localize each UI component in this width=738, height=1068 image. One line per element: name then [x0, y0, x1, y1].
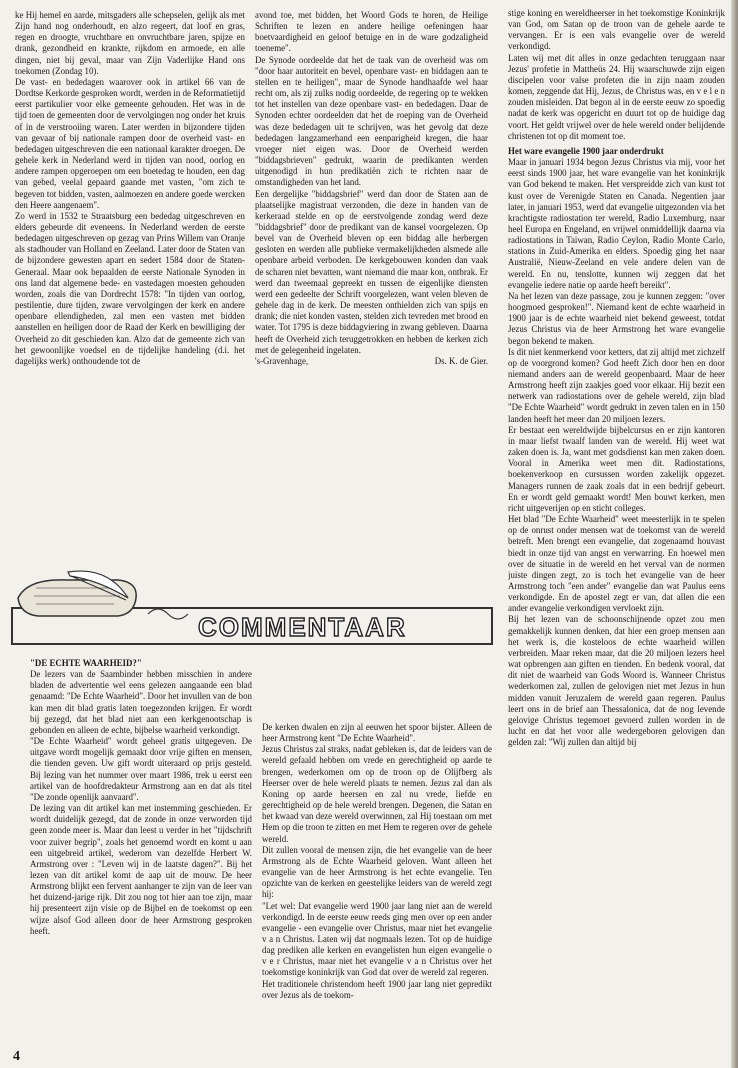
banner-title: COMMENTAAR [198, 612, 407, 642]
paragraph: Na het lezen van deze passage, zou je kunnen zeggen: "over hoogmoed gesproken!". Niemand kent de echte waarheid in 1900 jaar is de echte waarheid niet bekend geweest, totdat Jezus Christus via de heer Armstrong het ware evangelie begon bekend te maken. [508, 290, 725, 346]
commentary-heading: "DE ECHTE WAARHEID?" [30, 658, 142, 668]
section-heading: Het ware evangelie 1900 jaar onderdrukt [508, 145, 664, 156]
paragraph: De kerken dwalen en zijn al eeuwen het spoor bijster. Alleen de heer Armstrong kent "De Echte Waarheid". [262, 722, 492, 744]
paragraph: Het traditionele christendom heeft 1900 jaar lang niet gepredikt over Jezus als de toekom- [262, 978, 492, 1000]
paragraph: avond toe, met bidden, het Woord Gods te horen, de Heilige Schriften te lezen en andere heilige oefeningen haar boetvaardigheid en geloof betuige en in de ware godzaligheid toeneme". [255, 10, 488, 54]
article-column-2 [255, 10, 488, 570]
paragraph: "Let wel: Dat evangelie werd 1900 jaar lang niet aan de wereld verkondigd. In de eerste eeuw reeds ging men over op een ander evangelie - een evangelie over Christus, maar niet het evangelie v a n Christus. Laten wij dat nogmaals lezen. Tot op de huidige dag prediken alle kerken en evangelisten hun eigen evangelie o v e r Christus, maar niet het evangelie v a n Christus over het toekomstige koninkrijk van God dat over de wereld zal regeren. [262, 900, 492, 978]
binding-edge [731, 0, 738, 1068]
signature-author: Ds. K. de Gier. [434, 355, 488, 366]
signature-place: 's-Gravenhage, [255, 355, 309, 366]
paragraph: Maar in januari 1934 begon Jezus Christus via mij, voor het eerst sinds 1900 jaar, het ware evangelie van het koninkrijk van God bekend te maken. Het verspreidde zich van kust tot kust over de Verenigde Staten en Canada. Negentien jaar later, in januari 1953, werd dat evangelie uitgezonden via het krachtigste radiostation ter wereld, Radio Luxemburg, naar heel Europa en Engeland, en vrijwel onmiddellijk daarna via radiostations in Taiwan, Radio Ceylon, Radio Monte Carlo, stations in Zuid-Amerika en elders. Spoedig ging het naar Australië, Nieuw-Zeeland en vele andere delen van de wereld. En nu, tenslotte, kunnen wij zeggen dat het evangelie iedere natie op aarde heeft bereikt". [508, 157, 725, 290]
paragraph: Het blad "De Echte Waarheid" weet meesterlijk in te spelen op de onrust onder mensen wat de toekomst van de wereld betreft. Men brengt een evangelie, dat zogenaamd houvast biedt in onze tijd van angst en verwarring. En hoewel men over de situatie in de wereld en het verval van de normen juiste dingen zegt, zo is toch het evangelie van de heer Armstrong toch "een ander" evangelie dan wat Paulus eens verkondigde. En de apostel zegt er van, dat allen die een ander evangelie verkondigen vervloekt zijn. [508, 514, 725, 614]
article-column-1 [15, 10, 245, 550]
paragraph: De Synode oordeelde dat het de taak van de overheid was om "door haar autoriteit en bevel, openbare vast- en biddagen aan te stellen en te heiligen", maar de Synode handhaafde wel haar recht om, als zij zulks nodig oordeelde, de regering op te wekken tot het instellen van deze openbare vast- en bededagen. Daar de Synoden echter oordeelden dat het de roeping van de Overheid was deze bededagen uit te schrijven, was het gevolg dat deze bededagen langzamerhand een eenparigheid kregen, die haar vroeger niet eigen was. Door de Overheid werden "biddagsbrieven" gedrukt, waarin de predikanten werden uitgenodigd in hun predikatiën zich te richten naar de omstandigheden van het land. [255, 54, 488, 188]
paragraph: Bij het lezen van de schoonschijnende opzet zou men gemakkelijk kunnen denken, dat hier een groep mensen aan het werk is, die kosteloos de echte waarheid willen verbreiden. Maar reken maar, dat die 20 miljoen lezers heel wat opbrengen aan giften en tienden. En bedenk vooral, dat dit niet de waarheid van Gods Woord is. Wanneer Christus wederkomen zal, zullen de gelovigen niet met Jezus in hun midden vanuit Jeruzalem de wereld gaan regeren. Paulus leert ons in de brief aan Thessalonica, dat de nog levende gelovige Christus tegemoet gevoerd zullen worden in de lucht en dat het voor alle wedergeboren gelovigen dan gelden zal: "Wij zullen dan altijd bij [508, 614, 725, 748]
paragraph: Zo werd in 1532 te Straatsburg een bededag uitgeschreven en elders gebeurde dit eveneens. In Nederland werden de eerste bededagen uitgeschreven op gezag van Prins Willem van Oranje als stadhouder van Holland en Zeeland. Later door de Staten van de bijzondere gewesten apart en sedert 1584 door de Staten-Generaal. Maar ook bepaalden de eerste Nationale Synoden in ons land dat algemene bede- en vastedagen moesten gehouden worden, zoals die van Dordrecht 1578: "In tijden van oorlog, pestilentie, dure tijden, zware vervolgingen der kerk en andere openbare ellendigheden, zal men een vasten met bidden aanstellen en heiligen door de Raad der Kerk en bewilliging der Overheid zo dit geschieden kan. Alzo dat de gemeente zich van het gewoonlijke voedsel en de tijdelijke handeling (d.i. het dagelijks werk) onthoudende tot de [15, 210, 245, 366]
commentaar-banner [8, 568, 500, 650]
paragraph: Jezus Christus zal straks, nadat gebleken is, dat de leiders van de wereld gefaald hebben om vrede en gerechtigheid op aarde te brengen, wederkomen om op de troon op de Olijfberg als Heerser over de hele wereld plaats te nemen. Jezus zal dan als Koning op aarde heersen en zal nu vrede, liefde en gerechtigheid op de hele wereld brengen. Degenen, die Satan en het kwaad van deze wereld overwinnen, zal Hij toestaan om met Hem op die troon te zitten en met Hem te regeren over de gehele wereld. [262, 744, 492, 844]
paragraph: Laten wij met dit alles in onze gedachten teruggaan naar Jezus' profetie in Mattheüs 24. Hij waarschuwde zijn eigen discipelen voor valse profeten die in zijn naam zouden komen, zeggende dat Hij, Jezus, de Christus was, en v e l e n zouden misleiden. Dat begon al in de eerste eeuw zo spoedig nadat de kerk was opgericht en duurt tot op de huidige dag voort. Het geldt vrijwel over de hele wereld onder belijdende christenen tot op dit moment toe. [508, 52, 725, 141]
paragraph: Dit zullen vooral de mensen zijn, die het evangelie van de heer Armstrong als de Echte Waarheid geloven. Want alleen het evangelie van de heer Armstrong is het echte evangelie. Ten opzichte van de kerken en geestelijke leiders van de wereld zegt hij: [262, 844, 492, 900]
scroll-quill-illustration [18, 571, 188, 619]
paragraph: "De Echte Waarheid" wordt geheel gratis uitgegeven. De uitgave wordt mogelijk gemaakt door vrije giften en mensen, die tienden geven. Uw gift wordt uiteraard op prijs gesteld. Bij lezing van het nummer over maart 1986, trek u eerst een artikel van de hoofdredakteur Armstrong aan en dat als titel "De zonde openlijk aanvaard". [30, 736, 252, 802]
paragraph: Is dit niet kenmerkend voor ketters, dat zij altijd met zichzelf op de voorgrond komen? God heeft Zich door hen en door niemand anders aan de wereld geopenbaard. Maar de heer Armstrong heeft zijn zaakjes goed voor elkaar. Hij bezit een netwerk van radiostations over de gehele wereld, zijn blad "De Echte Waarheid" wordt gedrukt in zeven talen en in 150 landen heeft het meer dan 20 miljoen lezers. [508, 346, 725, 424]
signature-line [255, 356, 488, 367]
paragraph: De vast- en bededagen waarover ook in artikel 66 van de Dordtse Kerkorde gesproken wordt, werden in de Reformatietijd eerst partikulier voor elke gemeente gehouden. Het was in de tijd toen de gemeenten door de vervolgingen nog onder het kruis of in de verstrooiing waren. Later werden in bijzondere tijden van gevaar of bij nationale rampen door de overheid vast- en bededagen uitgeschreven die een nationaal karakter droegen. De gehele kerk in Nederland werd in tijden van nood, oorlog en andere rampen opgeroepen om een boetedag te houden, een dag van gebed, veelal gepaard gaande met vasten, "om zich te begeven tot bidden, vasten, aalmoezen en andere goede wercken den Heere aangenaem". [15, 76, 245, 210]
commentary-column-2 [262, 722, 492, 1057]
paragraph: De lezers van de Saambinder hebben misschien in andere bladen de advertentie wel eens gelezen aangaande een blad genaamd: "De Echte Waarheid". Door het invullen van de bon kan men dit blad gratis laten toegezonden krijgen. Er wordt bij gezegd, dat het blad niet aan een kerkgenootschap is gebonden en alleen de echte, bijbelse waarheid verkondigt. [30, 669, 252, 735]
commentary-column-1 [30, 658, 252, 1053]
paragraph: Er bestaat een wereldwijde bijbelcursus en er zijn kantoren in maar liefst twaalf landen van de wereld. Hij weet wat zaken doen is. Ja, want met godsdienst kan men zaken doen. Vooral in Amerika weet men dit. Radiostations, boekenverkoop en cursussen worden zakelijk opgezet. Managers runnen de zaak zoals dat in een bedrijf gebeurt. En er wordt geld gemaakt wordt! Men bouwt kerken, men richt uitgeverijen op en sticht colleges. [508, 424, 725, 513]
paragraph: ke Hij hemel en aarde, mitsgaders alle schepselen, gelijk als met Zijn hand nog onderhoudt, en alzo regeert, dat loof en gras, regen en droogte, vruchtbare en onvruchtbare jaren, spijze en drank, gezondheid en krankte, rijkdom en armoede, en alle dingen, niet bij geval, maar van Zijn Vaderlijke Hand ons toekomen (Zondag 10). [15, 10, 245, 76]
page-number: 4 [13, 1049, 20, 1064]
paragraph: De lezing van dit artikel kan met instemming geschieden. Er wordt duidelijk gezegd, dat de zonde in onze verworden tijd geen zonde meer is. Maar dan leest u verder in het "tijdschrift voor zuiver begrip", zoals het genoemd wordt en komt u aan een uitgebreid artikel, wederom van dezelfde Herbert W. Armstrong over : "Leven wij in de laatste dagen?". Bij het lezen van dit artikel komt de aap uit de mouw. De heer Armstrong blijkt een fervent aanhanger te zijn van de leer van het duizend-jarige rijk. Dit zou nog tot hier aan toe zijn, maar hij presenteert zijn visie op de Bijbel en de toekomst op een wijze alsof God alleen door de heer Armstrong gesproken heeft. [30, 803, 252, 936]
paragraph: Een dergelijke "biddagsbrief" werd dan door de Staten aan de plaatselijke magistraat verzonden, die deze in handen van de kerkeraad stelde en op de eerstvolgende zondag werd deze "biddagsbrief" door de predikant van de kansel voorgelezen. Op bevel van de Overheid bleven op een biddag alle herbergen gesloten en werden alle publieke vermakelijkheden alsmede alle openbare arbeid verboden. De kerkgebouwen konden dan vaak de scharen niet bevatten, want niemand die maar kon, ontbrak. Er werd dan tweemaal gepreekt en tussen de eigenlijke diensten werd een gedeelte der Schrift voorgelezen, want velen bleven de gehele dag in de kerk. De meesten onthielden zich van spijs en drank; die niet konden vasten, stelden zich tevreden met brood en water. Tot 1795 is deze biddagviering in zwang gebleven. Daarna heeft de Overheid zich teruggetrokken en hebben de kerken zich met de gelegenheid ingelaten. [255, 188, 488, 355]
article-column-3 [508, 8, 725, 1058]
paragraph: stige koning en wereldheerser in het toekomstige Koninkrijk van God, om Satan op de troon van de gehele aarde te vervangen. Er is een vals evangelie over de wereld verkondigd. [508, 8, 725, 52]
